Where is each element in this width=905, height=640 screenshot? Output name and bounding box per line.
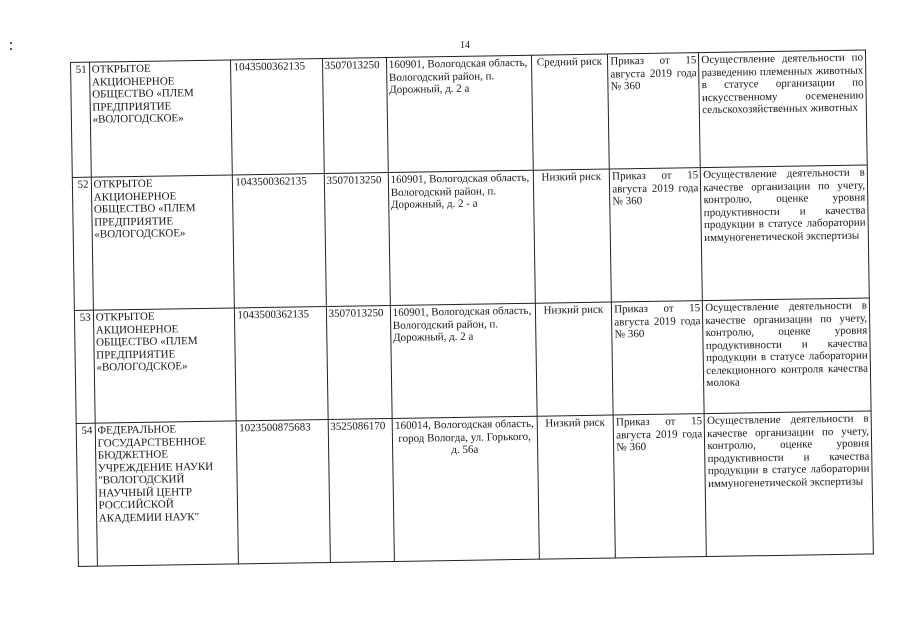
margin-mark [10,48,12,50]
inn-cell: 3525086170 [328,418,394,562]
ogrn-cell: 1043500362135 [233,174,326,308]
activity-cell: Осуществление деятельности по разведению племенных животных в статусе организации по искусственному осеменению сельскохозяйственных животных [699,50,867,168]
activity-cell: Осуществление деятельности в качестве организации по учету, контролю, оценке уровня продуктивности и качества продукции в статусе лаборатории иммуногенетической экспертизы [704,411,873,557]
risk-cell: Низкий риск [535,302,613,416]
address-cell: 160014, Вологодская область, город Вологда, ул. Горького, д. 56а [392,416,539,561]
order-cell: Приказ от 15 августа 2019 года № 360 [609,168,702,302]
risk-cell: Низкий риск [533,169,612,303]
risk-cell: Низкий риск [537,415,616,559]
activity-cell: Осуществление деятельности в качестве организации по учету, контролю, оценке уровня продуктивности и качества продукции в статусе лаборатории иммуногенетической экспертизы [701,165,870,301]
address-cell: 160901, Вологодская область, Вологодский район, п. Дорожный, д. 2 а [390,303,537,418]
row-number: 54 [76,423,97,566]
registry-table [70,49,874,566]
address-cell: 160901, Вологодская область, Вологодский район, п. Дорожный, д. 2 а [386,55,533,172]
order-cell: Приказ от 15 августа 2019 года № 360 [612,301,705,415]
table-row [76,411,873,566]
order-cell: Приказ от 15 августа 2019 года № 360 [613,414,706,558]
risk-cell: Средний риск [531,54,609,170]
inn-cell: 3507013250 [324,173,390,307]
table-row [74,298,871,423]
organization-name: ОТКРЫТОЕ АКЦИОНЕРНОЕ ОБЩЕСТВО «ПЛЕМ ПРЕДПРИЯТИЕ «ВОЛОГОДСКОЕ» [91,175,235,310]
order-cell: Приказ от 15 августа 2019 года № 360 [608,53,701,169]
organization-name: ОТКРЫТОЕ АКЦИОНЕРНОЕ ОБЩЕСТВО «ПЛЕМ ПРЕДПРИЯТИЕ «ВОЛОГОДСКОЕ» [89,60,233,177]
row-number: 53 [74,310,94,423]
address-cell: 160901, Вологодская область, Вологодский район, п. Дорожный, д. 2 - а [388,170,535,305]
activity-cell: Осуществление деятельности в качестве организации по учету, контролю, оценке уровня продуктивности и качества продукции в статусе лаборатории селекционного контроля качества молока [703,298,871,414]
organization-name: ФЕДЕРАЛЬНОЕ ГОСУДАРСТВЕННОЕ БЮДЖЕТНОЕ УЧРЕЖДЕНИЕ НАУКИ "ВОЛОГОДСКИЙ НАУЧНЫЙ ЦЕНТР РОССИЙСКОЙ АКАДЕМИИ НАУК" [95,421,239,566]
organization-name: ОТКРЫТОЕ АКЦИОНЕРНОЕ ОБЩЕСТВО «ПЛЕМ ПРЕДПРИЯТИЕ «ВОЛОГОДСКОЕ» [93,308,237,423]
page-number: 14 [460,40,470,51]
inn-cell: 3507013250 [322,58,388,174]
row-number: 51 [71,62,91,177]
inn-cell: 3507013250 [326,306,392,420]
margin-mark [10,42,12,44]
ogrn-cell: 1043500362135 [231,59,324,175]
row-number: 52 [72,177,93,310]
ogrn-cell: 1043500362135 [235,307,328,421]
ogrn-cell: 1023500875683 [237,419,330,563]
table-row [71,50,868,177]
table-row [72,165,869,310]
